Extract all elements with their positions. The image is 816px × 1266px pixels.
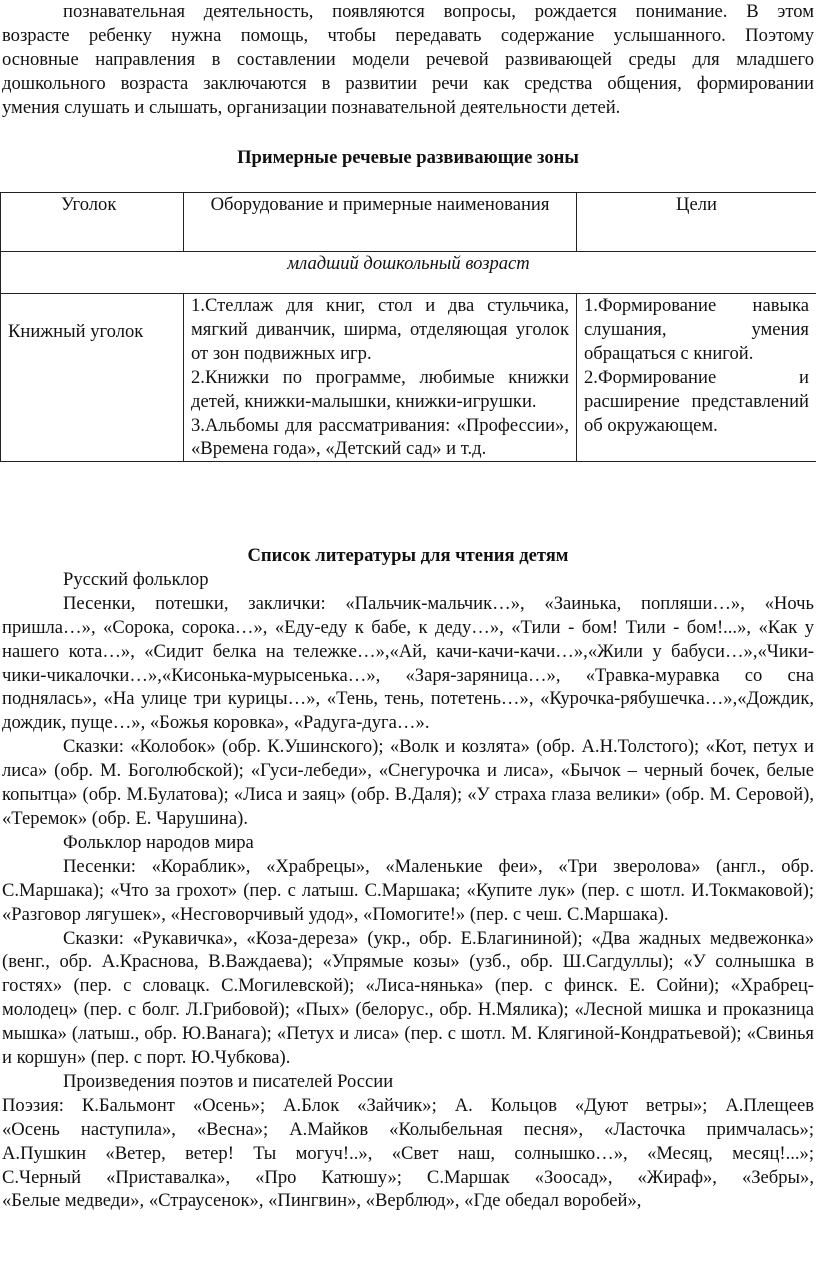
goals-item-2: 2.Формирование и расширение представлений об окружающем. (584, 366, 809, 436)
header-goals: Цели (577, 193, 816, 252)
corner-name: Книжный уголок (1, 294, 184, 462)
goals-cell (577, 294, 816, 462)
world-songs-paragraph: Песенки: «Кораблик», «Храбрецы», «Маленькие феи», «Три зверолова» (англ., обр. С.Маршака); «Что за грохот» (пер. с латыш. С.Маршака; «Купите лук» (пер. с шотл. И.Токмаковой); «Разговор лягушек», «Несговорчивый удод», «Помогите!» (пер. с чеш. С.Маршака). (2, 855, 814, 925)
intro-line-3: основные направления в составлении модели речевой развивающей среды для младшего (2, 48, 814, 70)
table-row (1, 294, 816, 462)
header-corner: Уголок (1, 193, 184, 252)
poetry-line-4: С.Черный «Приставалка», «Про Катюшу»; С.Маршак «Зоосад», «Жираф», «Зебры», (2, 1166, 814, 1188)
zones-title: Примерные речевые развивающие зоны (237, 147, 579, 168)
poetry-line-1: Поэзия: К.Бальмонт «Осень»; А.Блок «Зайчик»; А. Кольцов «Дуют ветры»; А.Плещеев (2, 1094, 814, 1116)
equipment-item-3: 3.Альбомы для рассматривания: «Профессии», «Времена года», «Детский сад» и т.д. (191, 414, 569, 460)
intro-line-2: возрасте ребенку нужна помощь, чтобы передавать содержание услышанного. Поэтому (2, 24, 814, 46)
intro-line-1: познавательная деятельность, появляются вопросы, рождается понимание. В этом (63, 1, 814, 22)
zones-table (0, 192, 816, 462)
russian-folklore-heading: Русский фольклор (63, 568, 209, 590)
header-equipment: Оборудование и примерные наименования (184, 193, 577, 252)
equipment-item-2: 2.Книжки по программе, любимые книжки детей, книжки-малышки, книжки-игрушки. (191, 366, 569, 412)
equipment-item-1: 1.Стеллаж для книг, стол и два стульчика, мягкий диванчик, ширма, отделяющая уголок от зон подвижных игр. (191, 295, 569, 364)
intro-line-4: дошкольного возраста заключаются в развитии речи как средства общения, формировании (2, 72, 814, 94)
poetry-line-3: А.Пушкин «Ветер, ветер! Ты могуч!..», «Свет наш, солнышко…», «Месяц, месяц!...»; (2, 1142, 814, 1164)
russian-writers-heading: Произведения поэтов и писателей России (63, 1070, 394, 1092)
table-header-row (1, 193, 816, 252)
goals-item-1: 1.Формирование навыка слушания, умения обращаться с книгой. (584, 295, 809, 364)
literature-title: Список литературы для чтения детям (247, 545, 569, 566)
intro-paragraph (0, 0, 816, 120)
literature-section (0, 544, 816, 1213)
world-tales-paragraph: Сказки: «Рукавичка», «Коза-дереза» (укр., обр. Е.Благининой); «Два жадных медвежонка» (венг., обр. А.Краснова, В.Важдаева); «Упрямые козы» (узб., обр. Ш.Сагдуллы); «У солнышка в гостях» (пер. с словацк. С.Могилевской); «Лиса-нянька» (пер. с финск. Е. Сойни); «Храбрец-молодец» (пер. с болг. Л.Грибовой); «Пых» (белорус., обр. Н.Мялика); «Лесной мишка и проказница мышка» (латыш., обр. Ю.Ванага); «Петух и лиса» (пер. с шотл. М. Клягиной-Кондратьевой); «Свинья и коршун» (пер. с порт. Ю.Чубкова). (2, 927, 814, 1069)
folk-songs-paragraph: Песенки, потешки, заклички: «Пальчик-мальчик…», «Заинька, попляши…», «Ночь пришла…», «Сорока, сорока…», «Еду-еду к бабе, к деду…», «Тили - бом! Тили - бом!...», «Как у нашего кота…», «Сидит белка на тележке…»,«Ай, качи-качи-качи…»,«Жили у бабуси…»,«Чики-чики-чикалочки…»,«Кисонька-мурысенька…», «Заря-заряница…», «Травка-муравка со сна поднялась», «На улице три курицы…», «Тень, тень, потетень…», «Курочка-рябушечка…»,«Дождик, дождик, пуще…», «Божья коровка», «Радуга-дуга…». (2, 592, 814, 734)
folk-tales-paragraph: Сказки: «Колобок» (обр. К.Ушинского); «Волк и козлята» (обр. А.Н.Толстого); «Кот, петух и лиса» (обр. М. Боголюбской); «Гуси-лебеди», «Снегурочка и лиса», «Бычок – черный бочек, белые копытца» (обр. М.Булатова); «Лиса и заяц» (обр. В.Даля); «У страха глаза велики» (обр. М. Серовой), «Теремок» (обр. Е. Чарушина). (2, 736, 814, 829)
poetry-line-5: «Белые медведи», «Страусенок», «Пингвин», «Верблюд», «Где обедал воробей», (2, 1190, 642, 1212)
age-group-row (1, 252, 816, 294)
world-folklore-heading: Фольклор народов мира (63, 831, 254, 853)
poetry-line-2: «Осень наступила», «Весна»; А.Майков «Колыбельная песня», «Ласточка примчалась»; (2, 1118, 814, 1140)
equipment-cell (184, 294, 577, 462)
intro-line-5: умения слушать и слышать, организации познавательной деятельности детей. (2, 96, 621, 118)
age-group-label: младший дошкольный возраст (1, 252, 816, 294)
